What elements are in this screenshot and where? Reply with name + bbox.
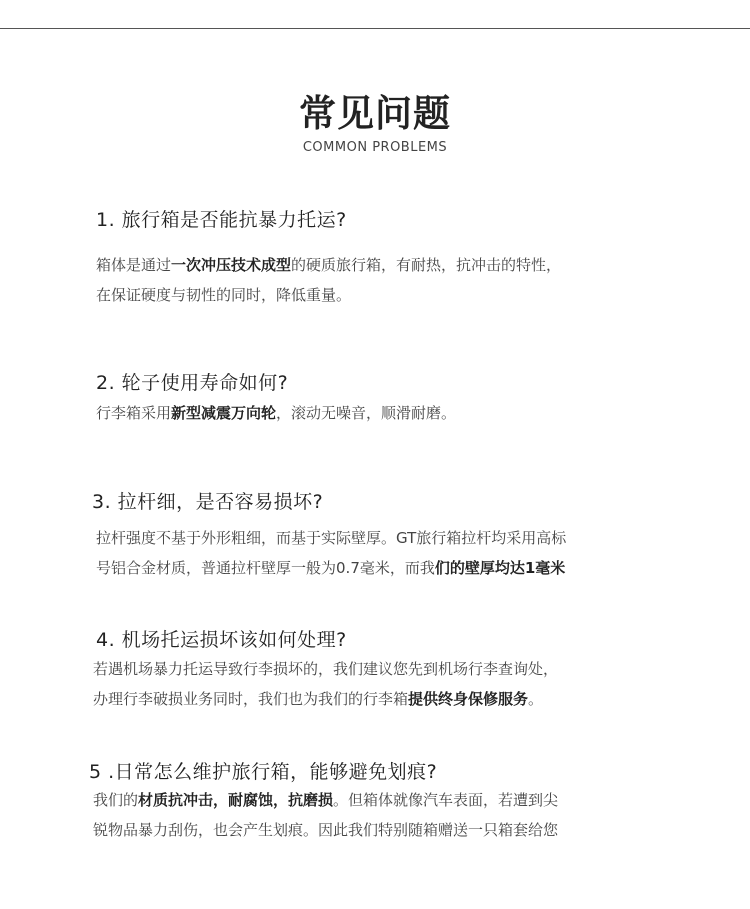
faq-answer-line: [96, 553, 676, 583]
faq-question-5: 5 .日常怎么维护旅行箱，能够避免划痕?: [89, 761, 438, 783]
faq-answer-text: 号铝合金材质，普通拉杆壁厚一般为0.7毫米，而我: [96, 559, 435, 577]
faq-question-4: 4. 机场托运损坏该如何处理?: [96, 629, 347, 651]
top-divider: [0, 28, 750, 29]
faq-answer-text: 。: [528, 690, 544, 708]
faq-answer-1: [96, 250, 676, 310]
faq-answer-text: 的硬质旅行箱，有耐热，抗冲击的特性，: [291, 256, 562, 274]
page-title: 常见问题: [299, 92, 451, 135]
faq-answer-text: ，滚动无噪音，顺滑耐磨。: [276, 404, 457, 422]
faq-answer-4: [93, 654, 673, 714]
faq-answer-text: 锐物品暴力刮伤，也会产生划痕。因此我们特别随箱赠送一只箱套给您: [93, 821, 559, 839]
faq-answer-highlight: 提供终身保修服务: [408, 690, 529, 708]
faq-question-1: 1. 旅行箱是否能抗暴力托运?: [96, 209, 347, 231]
faq-answer-line: [93, 684, 673, 714]
faq-answer-line: [96, 398, 676, 428]
faq-answer-text: 若遇机场暴力托运导致行李损坏的，我们建议您先到机场行李查询处，: [93, 660, 559, 678]
faq-answer-line: [93, 815, 673, 845]
faq-question-2: 2. 轮子使用寿命如何?: [96, 372, 289, 394]
faq-answer-highlight: 新型减震万向轮: [171, 404, 277, 422]
faq-answer-highlight: 一次冲压技术成型: [171, 256, 292, 274]
faq-answer-text: 在保证硬度与韧性的同时，降低重量。: [96, 286, 352, 304]
faq-answer-line: [96, 523, 676, 553]
page-subtitle: COMMON PROBLEMS: [302, 140, 448, 155]
faq-answer-highlight: 材质抗冲击，耐腐蚀，抗磨损: [138, 791, 334, 809]
faq-answer-text: 行李箱采用: [96, 404, 172, 422]
faq-answer-3: [96, 523, 676, 583]
faq-answer-line: [93, 654, 673, 684]
faq-answer-line: [96, 280, 676, 310]
faq-answer-text: 。但箱体就像汽车表面，若遭到尖: [333, 791, 559, 809]
faq-answer-line: [96, 250, 676, 280]
faq-answer-line: [93, 785, 673, 815]
faq-answer-text: 我们的: [93, 791, 139, 809]
faq-question-3: 3. 拉杆细，是否容易损坏?: [92, 491, 324, 513]
faq-answer-text: 办理行李破损业务同时，我们也为我们的行李箱: [93, 690, 409, 708]
faq-answer-highlight: 们的壁厚均达1毫米: [434, 559, 566, 577]
faq-answer-2: [96, 398, 676, 428]
faq-answer-5: [93, 785, 673, 845]
faq-answer-text: 箱体是通过: [96, 256, 172, 274]
faq-answer-text: 拉杆强度不基于外形粗细，而基于实际壁厚。GT旅行箱拉杆均采用高标: [96, 529, 567, 547]
